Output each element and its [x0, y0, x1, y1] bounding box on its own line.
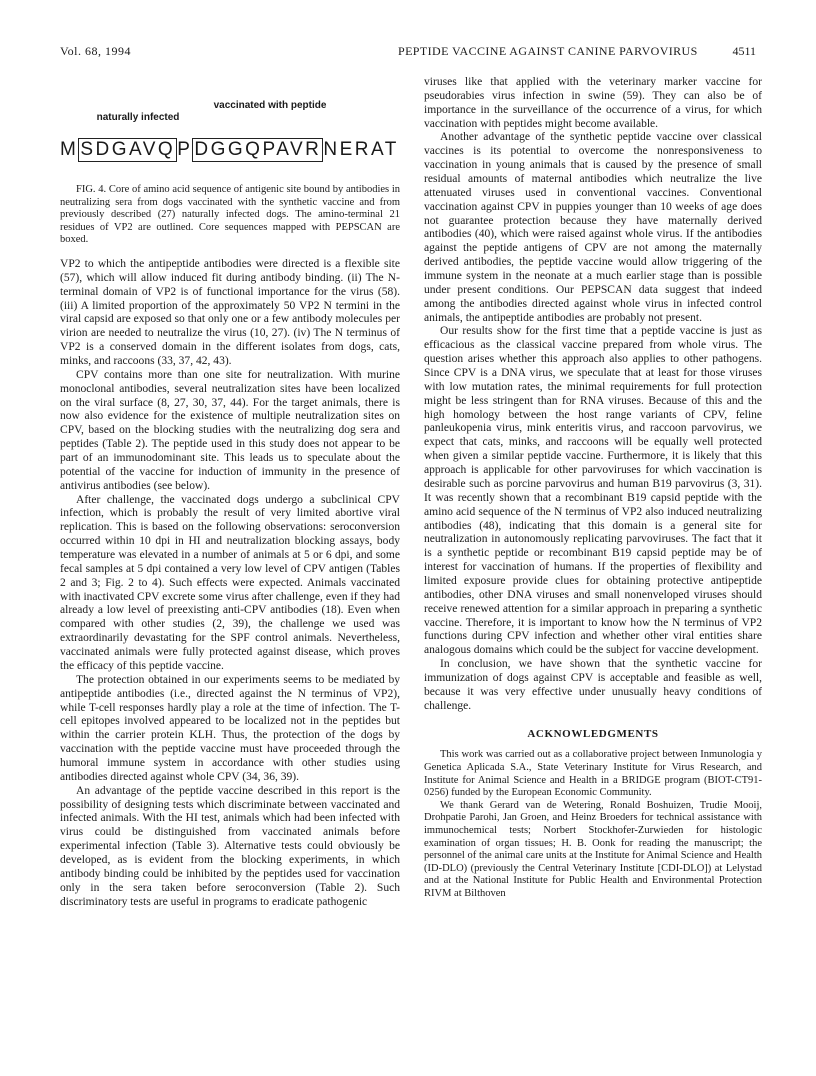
volume-label: Vol. 68, 1994 — [60, 44, 131, 58]
running-title: PEPTIDE VACCINE AGAINST CANINE PARVOVIRUS — [398, 44, 698, 58]
seq-prefix: M — [60, 139, 79, 160]
seq-box-vaccinated: DGGQPAVR — [194, 139, 322, 160]
paragraph: In conclusion, we have shown that the synthetic vaccine for immunization of dogs against CPV is acceptable and feasible as well, because it was very effective under unusually heavy conditions of challenge. — [424, 658, 762, 712]
figure-4 — [60, 100, 400, 247]
paragraph: Another advantage of the synthetic peptide vaccine over classical vaccines is its potential to overcome the nonresponsiveness to vaccination in young animals that is caused by the presence of small residual amounts of maternal antibodies which neutralize the live attenuated viruses used in conventional vaccines. Conventional vaccination against CPV in puppies younger than 10 weeks of age does not guarantee protection because they have maternally derived antibodies (40), which were raised against whole virus. If the antibodies against the peptide antigens of CPV are not among the maternally derived antibodies, the peptide vaccine would allow triggering of the immune system in the neonate at a much earlier stage than is possible under present conditions. Our PEPSCAN data suggest that indeed among the antibodies directed against whole virus in infected control animals, the antipeptide antibodies are probably not present. — [424, 131, 762, 324]
seq-box-natural: SDGAVQ — [80, 139, 176, 160]
paragraph: CPV contains more than one site for neutralization. With murine monoclonal antibodies, several neutralization sites have been localized on the viral surface (8, 27, 30, 37, 44). For the target animals, there is now also evidence for the existence of multiple neutralization sites on CPV, based on the blocking studies with the neutralizing dog sera and peptides (Table 2). The peptide used in this study does not appear to be part of an immunodominant site. This leads us to speculate about the potential of the vaccine for induction of immunity in the presence of antivirus antibodies (see below). — [60, 368, 400, 492]
figure-caption: FIG. 4. Core of amino acid sequence of antigenic site bound by antibodies in neutralizing sera from dogs vaccinated with the synthetic vaccine and from previously described (27) naturally infected dogs. The amino-terminal 21 residues of VP2 are outlined. Core sequences mapped with PEPSCAN are boxed. — [60, 184, 400, 245]
acknowledgment-paragraph: We thank Gerard van de Wetering, Ronald Boshuizen, Trudie Mooij, Drohpatie Parohi, Jan Groen, and Heinz Broeders for technical assistance with immunochemical tests; Norbert Stockhofer-Zurwieden for histologic examination of organ tissues; H. B. Oonk for reading the manuscript; the personnel of the animal care units at the Institute for Animal Science and Health (ID-DLO) (previously the Central Veterinary Institute [CDI-DLO]) at Lelystad and at the National Institute for Public Health and Environmental Protection RIVM at Bilthoven — [424, 799, 762, 899]
label-naturally-infected: naturally infected — [96, 112, 180, 123]
right-column — [424, 76, 762, 901]
seq-suffix: NERAT — [323, 139, 399, 160]
paragraph: Our results show for the first time that a peptide vaccine is just as efficacious as the classical vaccine prepared from whole virus. The question arises whether this approach also applies to other pathogens. Since CPV is a DNA virus, we speculate that at least for those viruses with low mutation rates, the minimal requirements for full protection might be less stringent than for RNA viruses. Because of this and the high homology between the host range variants of CPV, feline panleukopenia virus, mink enteritis virus, and raccoon parvovirus, we expect that cats, minks, and raccoons will be equally well protected when given a similar peptide vaccine. Furthermore, it is likely that this approach is applicable for other parvoviruses for which vaccination is desirable such as porcine parvovirus and human B19 parvovirus (3, 31). It was recently shown that a recombinant B19 capsid peptide with the amino acid sequence of the N terminus of VP2 also induced neutralizing antibodies (48), indicating that this domain is a general site for neutralization in autonomously replicating parvoviruses. The fact that it is a synthetic peptide or recombinant B19 capsid peptide may be of interest for vaccination of humans. If the properties of flexibility and limited exposure provide clues for obtaining protective antipeptide antibodies, other DNA viruses and small nonenveloped viruses should receive renewed attention for a similar approach in preparing a synthetic vaccine. Therefore, it is important to know how the N terminus of VP2 functions during CPV infection and whether other viral entities share analogous domains which could be the subject for vaccine development. — [424, 325, 762, 657]
page-number: 4511 — [732, 44, 756, 58]
amino-acid-sequence — [60, 138, 399, 162]
label-vaccinated: vaccinated with peptide — [213, 100, 327, 111]
paragraph: viruses like that applied with the veterinary marker vaccine for pseudorabies virus infection in swine (59). They can also be of importance in the surveillance of the occurrence of a virus, for which vaccination with peptides might become available. — [424, 76, 762, 130]
left-column — [60, 258, 400, 909]
running-header — [60, 44, 756, 62]
paragraph: The protection obtained in our experiments seems to be mediated by antipeptide antibodies (i.e., directed against the N terminus of VP2), while T-cell responses hardly play a role at the time of infection. The T-cell epitopes involved appeared to be localized not in the peptides but within the carrier protein KLH. Thus, the protection of the dogs by vaccination with the peptide vaccine must have proceeded through the humoral immune system in accordance with other studies using antibodies directed against whole CPV (34, 36, 39). — [60, 673, 400, 783]
sequence-diagram — [60, 100, 400, 172]
paragraph: VP2 to which the antipeptide antibodies were directed is a flexible site (57), which will allow induced fit during antibody binding. (ii) The N-terminal domain of VP2 is of functional importance for the virus (58). (iii) A limited proportion of the approximately 50 VP2 N termini in the viral capsid are exposed so that only one or a few antibody molecules per virion are needed to neutralize the virus (10, 27). (iv) The N terminus of VP2 is a conserved domain in the different isolates from dogs, cats, minks, and raccoons (33, 37, 42, 43). — [60, 258, 400, 368]
acknowledgment-paragraph: This work was carried out as a collaborative project between Inmunologia y Genetica Aplicada S.A., State Veterinary Institute for Virus Research, and Institute for Animal Science and Health in a BRIDGE program (BIOT-CT91-0256) funded by the European Economic Community. — [424, 749, 762, 799]
paragraph: After challenge, the vaccinated dogs undergo a subclinical CPV infection, which is probably the result of very limited abortive viral replication. This is based on the following observations: seroconversion occurred within 10 dpi in HI and neutralization blocking assays, body temperature was elevated in a number of animals at 5 or 6 dpi, and some fecal samples at 5 dpi contained a very low level of CPV antigen (Tables 2 and 3; Fig. 2 to 4). Such effects were expected. Animals vaccinated with inactivated CPV excrete some virus after challenge, even if they had already a low level of preexisting anti-CPV antibodies (18). Even when compared with other studies (2, 39), the challenge we used was extraordinarily devastating for the SPF control animals. Nevertheless, vaccinated animals were fully protected against disease, which proves the efficacy of this peptide vaccine. — [60, 493, 400, 672]
seq-middle: P — [177, 139, 193, 160]
paragraph: An advantage of the peptide vaccine described in this report is the possibility of designing tests which discriminate between vaccinated and infected animals. With the HI test, animals which had been infected with virus could be distinguished from vaccinated animals before experimental infection (Table 3). Alternative tests could obviously be developed, as is evident from the blocking experiments, in which antibody binding could be inhibited by the peptides used for vaccination only in the sera taken before seroconversion (Table 2). Such discriminatory tests are useful in programs to eradicate pathogenic — [60, 784, 400, 908]
acknowledgments-heading: ACKNOWLEDGMENTS — [527, 727, 659, 740]
